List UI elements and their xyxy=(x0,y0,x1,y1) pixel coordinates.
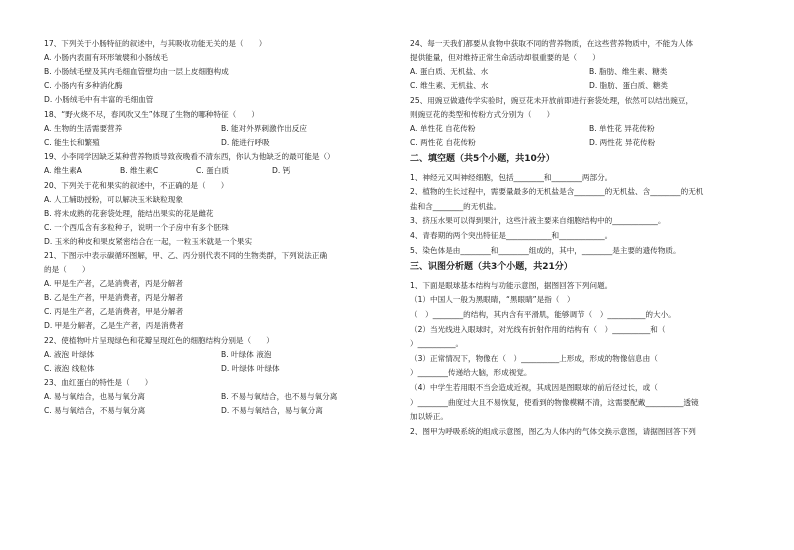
option-d: D. 小肠绒毛中有丰富的毛细血管 xyxy=(44,94,154,104)
option-c: C. 能生长和繁殖 xyxy=(44,137,100,147)
option-c: C. 一个西瓜含有多粒种子，说明一个子房中有多个胚珠 xyxy=(44,222,229,232)
options-row xyxy=(410,137,760,149)
left-column xyxy=(44,38,390,420)
option-b: B. 将未成熟的花套袋处理，能结出果实的花是雌花 xyxy=(44,208,214,218)
analysis-subitem-2: （2）当光线进入眼球时，对光线有折射作用的结构有（ ）__________和（ xyxy=(410,324,666,334)
option-c: C. 两性花 自花传粉 xyxy=(410,137,476,147)
question-stem: 25、用豌豆做遗传学实验时，豌豆花未开放前即进行套袋处理，依然可以结出豌豆， xyxy=(410,95,694,105)
analysis-item-1: 1、下面是眼球基本结构与功能示意图，据图回答下列问题。 xyxy=(410,280,613,290)
option-d: D. 甲是分解者，乙是生产者，丙是消费者 xyxy=(44,321,184,331)
analysis-subitem-1: （1）中国人一般为黑眼睛，“黑眼睛”是指（ ） xyxy=(410,295,575,305)
options-row xyxy=(410,123,760,135)
fill-in-item-3: 3、挤压水果可以得到果汁，这些汁液主要来自细胞结构中的____________。 xyxy=(410,216,666,226)
question-stem-continued: 的是（ ） xyxy=(44,265,90,275)
analysis-subitem-4: （4）中学生若用眼不当会造成近视，其成因是图眼球的前后径过长，或（ xyxy=(410,383,658,392)
option-c: C. 维生素、无机盐、水 xyxy=(410,80,489,90)
option-a: A. 生物的生活需要营养 xyxy=(44,123,123,133)
analysis-subitem-2-continued: ）__________。 xyxy=(410,339,464,349)
option-d: D. 叶绿体 叶绿体 xyxy=(221,363,280,373)
option-c: C. 蛋白质 xyxy=(196,166,229,176)
diagram-analysis-section xyxy=(410,280,760,438)
option-a: A. 蛋白质、无机盐、水 xyxy=(410,66,489,76)
question-19 xyxy=(44,151,390,177)
option-b: B. 不易与氧结合，也不易与氧分离 xyxy=(221,392,338,402)
option-c: C. 液泡 线粒体 xyxy=(44,363,95,373)
fill-in-item-1: 1、神经元又叫神经细胞，包括________和________两部分。 xyxy=(410,172,613,182)
question-stem: 20、下列关于花和果实的叙述中，不正确的是（ ） xyxy=(44,180,229,190)
options-row xyxy=(44,349,390,361)
section-title-diagram-analysis: 三、识图分析题（共3个小题，共21分） xyxy=(410,262,573,273)
option-b: B. 乙是生产者，甲是消费者，丙是分解者 xyxy=(44,293,184,303)
analysis-subitem-3: （3）正常情况下，物像在（ ）__________上形成，形成的物像信息由（ xyxy=(410,353,658,363)
option-d: D. 脂肪、蛋白质、糖类 xyxy=(589,80,669,90)
question-20 xyxy=(44,180,390,248)
option-d: D. 不易与氧结合，易与氧分离 xyxy=(221,406,323,416)
question-17 xyxy=(44,38,390,106)
options-row xyxy=(44,405,390,417)
options-row xyxy=(44,123,390,135)
option-a: A. 维生素A xyxy=(44,166,82,176)
fill-in-section xyxy=(410,172,760,257)
options-row xyxy=(410,66,760,78)
option-d: D. 能进行呼吸 xyxy=(221,137,270,147)
question-stem: 18、“野火烧不尽，春风吹又生”体现了生物的哪种特征（ ） xyxy=(44,109,259,119)
question-18 xyxy=(44,109,390,149)
options-row xyxy=(44,137,390,149)
question-stem: 19、小李同学因缺乏某种营养物质导致夜晚看不清东西，你认为他缺乏的最可能是（） xyxy=(44,152,335,162)
option-b: B. 脂肪、维生素、糖类 xyxy=(589,66,668,76)
option-a: A. 单性花 自花传粉 xyxy=(410,123,476,133)
option-c: C. 易与氧结合，不易与氧分离 xyxy=(44,406,146,416)
section-title-fill-in: 二、填空题（共5个小题，共10分） xyxy=(410,154,555,165)
option-c: C. 丙是生产者，乙是消费者，甲是分解者 xyxy=(44,307,184,317)
question-stem: 23、血红蛋白的特性是（ ） xyxy=(44,378,153,388)
option-c: C. 小肠内有多种消化酶 xyxy=(44,80,123,90)
fill-in-item-2-continued: 盐和含________的无机盐。 xyxy=(410,201,502,211)
analysis-subitem-4-end: 加以矫正。 xyxy=(410,412,448,422)
option-a: A. 易与氧结合，也易与氧分离 xyxy=(44,392,146,402)
option-a: A. 人工辅助授粉，可以解决玉米缺粒现象 xyxy=(44,194,183,204)
question-25 xyxy=(410,95,760,149)
question-stem-continued: 则豌豆花的类型和传粉方式分别为（ ） xyxy=(410,109,555,119)
fill-in-item-5: 5、染色体是由________和________组成的，其中，________是主要的遗传物质。 xyxy=(410,245,681,255)
option-a: A. 小肠内表面有环形皱襞和小肠绒毛 xyxy=(44,52,168,62)
options-row xyxy=(410,80,760,92)
analysis-subitem-4-continued: ）________曲度过大且不易恢复，使看到的物像模糊不清，这需要配戴__________透镜 xyxy=(410,397,699,407)
option-d: D. 玉米的种皮和果皮紧密结合在一起，一粒玉米就是一个果实 xyxy=(44,236,253,246)
question-21 xyxy=(44,250,390,332)
option-d: D. 钙 xyxy=(272,166,291,176)
option-d: D. 两性花 异花传粉 xyxy=(589,137,656,147)
analysis-item-2: 2、图甲为呼吸系统的组成示意图，图乙为人体内的气体交换示意图，请据图回答下列 xyxy=(410,426,696,436)
option-b: B. 能对外界刺激作出反应 xyxy=(221,123,307,133)
option-a: A. 甲是生产者，乙是消费者，丙是分解者 xyxy=(44,279,183,289)
question-24 xyxy=(410,38,760,92)
option-b: B. 叶绿体 液泡 xyxy=(221,349,272,359)
question-22 xyxy=(44,335,390,375)
options-row xyxy=(44,363,390,375)
question-23 xyxy=(44,377,390,417)
option-a: A. 液泡 叶绿体 xyxy=(44,349,95,359)
fill-in-item-4: 4、青春期的两个突出特征是____________和____________。 xyxy=(410,231,613,241)
option-b: B. 单性花 异花传粉 xyxy=(589,123,655,133)
question-stem: 21、下图示中表示碳循环图解，甲、乙、丙分别代表不同的生物类群，下列说法正确 xyxy=(44,251,328,261)
option-b: B. 维生素C xyxy=(120,166,159,176)
right-column xyxy=(410,38,760,440)
option-b: B. 小肠绒毛壁及其内毛细血管壁均由一层上皮细胞构成 xyxy=(44,66,229,76)
question-stem-continued: 提供能量，但对维持正常生命活动却很重要的是（ ） xyxy=(410,52,600,62)
question-stem: 22、使植物叶片呈现绿色和花瓣呈现红色的细胞结构分别是（ ） xyxy=(44,335,274,345)
question-stem: 24、每一天我们都要从食物中获取不同的营养物质，在这些营养物质中，不能为人体 xyxy=(410,39,694,48)
question-stem: 17、下列关于小肠特征的叙述中，与其吸收功能无关的是（ ） xyxy=(44,39,267,48)
options-row xyxy=(44,165,390,177)
fill-in-item-2: 2、植物的生长过程中，需要量最多的无机盐是含________的无机盐、含________的无机 xyxy=(410,187,704,197)
options-row xyxy=(44,391,390,403)
analysis-subitem-1-continued: （ ）________的结构，其内含有平滑肌，能够调节（ ）__________的大小。 xyxy=(410,310,676,320)
analysis-subitem-3-continued: ）________传递给大脑，形成视觉。 xyxy=(410,368,532,378)
